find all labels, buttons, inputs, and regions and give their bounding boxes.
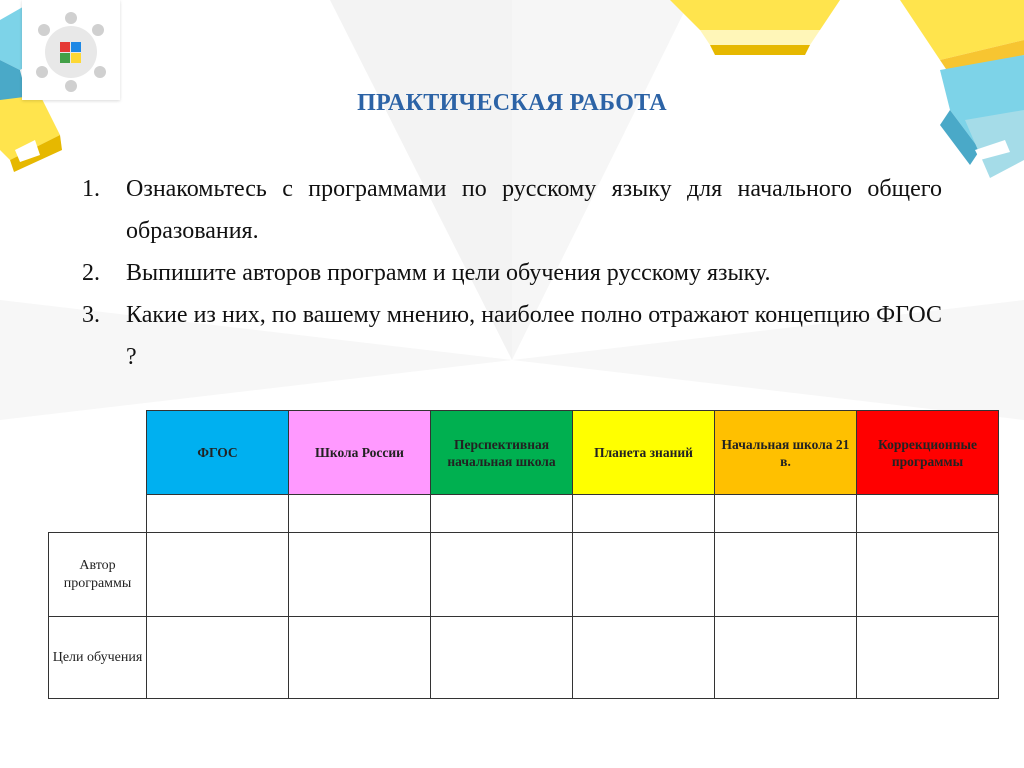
table-cell[interactable] [147, 533, 289, 617]
row-label-goals: Цели обучения [49, 617, 147, 699]
header-shkola-rossii: Школа России [289, 411, 431, 495]
table-row [49, 617, 999, 699]
table-cell[interactable] [857, 495, 999, 533]
table-row [49, 495, 999, 533]
list-item [82, 168, 942, 252]
list-item-number: 2. [82, 260, 100, 286]
table-cell[interactable] [431, 533, 573, 617]
page-title: ПРАКТИЧЕСКАЯ РАБОТА [357, 90, 667, 116]
table-cell[interactable] [573, 495, 715, 533]
table-blank-cell [49, 495, 147, 533]
table-cell[interactable] [857, 617, 999, 699]
list-item-text: Ознакомьтесь с программами по русскому языку для начального общего образования. [126, 176, 942, 244]
header-fgos: ФГОС [147, 411, 289, 495]
table-header-row [49, 411, 999, 495]
table-cell[interactable] [289, 495, 431, 533]
row-label-author: Автор программы [49, 533, 147, 617]
puzzle-people-icon [22, 0, 120, 100]
logo [22, 0, 120, 100]
header-perspektivnaya: Перспективная начальная школа [431, 411, 573, 495]
task-list [82, 168, 942, 378]
list-item [82, 252, 942, 294]
table-cell[interactable] [147, 495, 289, 533]
header-planeta-znaniy: Планета знаний [573, 411, 715, 495]
list-item-number: 3. [82, 302, 100, 328]
comparison-table [48, 410, 999, 699]
table-cell[interactable] [289, 617, 431, 699]
table-cell[interactable] [573, 533, 715, 617]
list-item-text: Выпишите авторов программ и цели обучения русскому языку. [126, 260, 771, 286]
table-row [49, 533, 999, 617]
header-nachalnaya-shkola-21: Начальная школа 21 в. [715, 411, 857, 495]
book-top-center-icon [670, 0, 840, 60]
table-cell[interactable] [431, 617, 573, 699]
table-cell[interactable] [715, 533, 857, 617]
list-item-number: 1. [82, 176, 100, 202]
table-cell[interactable] [289, 533, 431, 617]
list-item [82, 294, 942, 378]
table-cell[interactable] [715, 617, 857, 699]
list-item-text: Какие из них, по вашему мнению, наиболее полно отражают концепцию ФГОС ? [126, 302, 942, 370]
table-cell[interactable] [715, 495, 857, 533]
table-cell[interactable] [431, 495, 573, 533]
table-corner-cell [49, 411, 147, 495]
header-korrektsionnye: Коррекционные программы [857, 411, 999, 495]
table-cell[interactable] [857, 533, 999, 617]
table-cell[interactable] [147, 617, 289, 699]
table-cell[interactable] [573, 617, 715, 699]
